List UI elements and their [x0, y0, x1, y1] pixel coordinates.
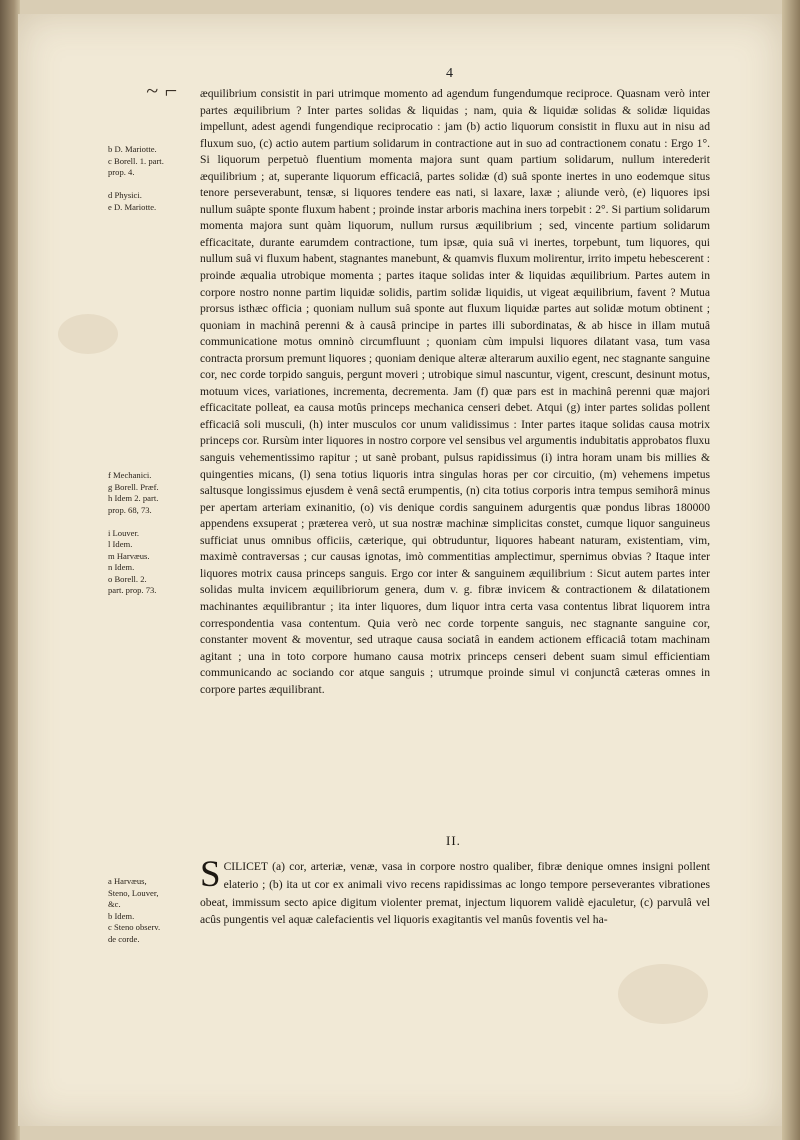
margin-notes-upper: [108, 144, 200, 213]
margin-note: part. prop. 73.: [108, 585, 157, 595]
page-edge: [782, 0, 800, 1140]
book-binding: [0, 0, 20, 1140]
margin-note: m Harvæus.: [108, 550, 150, 561]
margin-note: i Louver.: [108, 527, 140, 538]
main-text: [200, 86, 710, 698]
margin-note: g Borell. Præf.: [108, 481, 159, 492]
section-two: [200, 854, 710, 929]
margin-note: h Idem 2. part.: [108, 493, 159, 503]
margin-note: prop. 4.: [108, 167, 135, 177]
margin-note: [108, 516, 200, 528]
page-number: 4: [446, 66, 453, 81]
main-paragraph: æquilibrium consistit in pari utrimque momento ad agendum fungendumque reciproce. Quasnam verò inter partes æquilibrium ? Inter partes solidas & liquidas ; nam, quia & liquidæ solidas & solidæ liquidas impellunt, adest agendi fungendique reciprocatio : jam (b) actio liquorum consistit in fluxu aut in nisu ad fluxum suo, (c) actio autem partium solidarum in contractione aut in suo ad contractionem conatu : Ergo 1°. Si liquorum perpetuò fluentium momenta majora sunt quam partium solidarum, nullum interederit æquilibrium ; at, superante liquorum efficaciâ, partes solidæ (d) suâ sponte inertes in uno eodemque situs tenore perseverabunt, tensæ, si liquores tendere eas nati, si laxare, laxæ ; aliunde verò, (e) liquores ipsi nullum suâpte sponte fluxum habent ; proinde instar arboris machina iners torpebit : 2°. Si partium solidarum momenta majora sunt quàm liquorum, nullum rursus æquilibrium ; sed, vincente partium solidarum efficacitate, durante earumdem contractione, tum ipsæ, quia suâ vi inertes, torpebunt, tum liquores, qui nullum suâ vi fluxum habent, stagnantes manebunt, & quamvis fluxum molirentur, irrito impetu hebescerent : proinde æqualia utrobique momenta ; partes itaque solidas inter & liquidas æquilibrium. Partes autem in corpore nostro nonne partim liquidæ solidis, partim solidæ liquidis, ut vigeat æquilibrium, favent ? Mutua prorsus isthæc officia ; quoniam nullum suâ sponte aut fluxum liquidæ partes aut solidæ motum obtinent ; quoniam in machinâ perenni & à causâ principe in partes illi subordinatas, & ab hisce in illam mutuâ communicatione motus omninò circumfluunt ; quoniam cùm impulsi liquores dilatant vasa, tum vasa contracta prorsum premunt liquores ; quoniam denique alteræ alterarum auxilio egent, nec stagnante sanguine cor, nec corde torpido sanguis, pergunt moveri ; utrobique simul nascuntur, vigent, crescunt, desinunt motus, motuum vices, variationes, incrementa, decrementa. Jam (f) quæ pars est in machinâ perenni quæ majori efficacitate polleat, ea causa motûs princeps mechanica censeri debet. Atqui (g) inter partes solidas pollent efficaciâ soli musculi, (h) inter musculos cor unum validissimus : Inter partes itaque solidas causa motrix princeps cor. Rursùm inter liquores in nostro corpore vel sensibus vel argumentis indubitatis approbatos fluxu sanguis vehementissimo rapitur ; ut sanè probant, pulsus rapidissimus (i) intra horam unam bis millies & quingenties micans, (l) sena totius liquoris intra singulas horas per cor circuitio, (m) vehemens impetus saltusque longissimus ejusdem è venâ sectâ erumpentis, (n) cita totius corporis intra tempus semihorâ minus per apertam arteriam exinanitio, (o) vis denique cordis sanguinem adurgentis quæ pondus libras 180000 appendens exsuperat ; præterea verò, ut sua nostræ machinæ simplicitas constet, cumque liquor sanguineus sufficiat unus omnibus officiis, cæterique, qui obtruduntur, liquores habeant naturam, existentiam, vim, maximè contraversas ; cur causas ignotas, imò commentitias amplectimur, spernimus obvias ? Itaque inter liquores motrix causa princeps sanguis. Ergo cor inter & sanguinem æquilibrium : Sicut autem partes inter solidas multa invicem æquilibriorum genera, dum v. g. fibræ invicem & contractionem & dilatationem machinantes æquilibrantur ; ita inter liquores, dum liquor intra certa vasa contentus librat liquorem intra correspondentia vasa contentum. Quia verò nec corde torpente sanguis, nec stagnante sanguine cor, constanter movent & moventur, sed utraque causa sociatâ in eandem actionem efficaciâ totam machinam agitant ; una in toto corpore humano causa motrix princeps censeri debent suam simul efficientiam communicando ac sociando cor atque sanguis ; utrumque proinde simul vi conjunctâ cæteras omnes in corpore partes æquilibrant.: [200, 87, 710, 696]
ink-mark: ~ ⌐: [146, 78, 179, 103]
margin-note: &c.: [108, 899, 121, 909]
margin-notes-lower: [108, 876, 200, 945]
margin-notes-middle: [108, 470, 200, 597]
margin-note: o Borell. 2.: [108, 573, 147, 584]
drop-cap: S: [200, 854, 221, 895]
margin-note: Steno, Louver,: [108, 887, 159, 898]
margin-note: b Idem.: [108, 910, 135, 921]
margin-note: de corde.: [108, 933, 140, 944]
margin-note: c Borell. 1. part.: [108, 155, 164, 166]
section-heading: II.: [446, 833, 461, 848]
margin-note: [108, 179, 200, 191]
margin-note: f Mechanici.: [108, 470, 152, 480]
margin-note: a Harvæus,: [108, 876, 147, 886]
margin-note: b D. Mariotte.: [108, 144, 157, 154]
margin-note: e D. Mariotte.: [108, 201, 157, 212]
margin-note: c Steno observ.: [108, 922, 161, 932]
section-two-text: CILICET (a) cor, arteriæ, venæ, vasa in corpore nostro qualiber, fibræ denique omnes insigni pollent elaterio ; (b) ita ut cor ex animali vivo recens rapidissimas ac longo tempore perseverantes vibrationes obeat, immissum secto apice digitum violenter premat, injectum liquorem validè ejaculetur, (c) parvulâ vel acûs pungentis vel aquæ calefacientis vel liquoris exagitantis vel manûs foventis vel ha-: [200, 860, 710, 927]
foxing-stain: [618, 964, 708, 1024]
foxing-stain: [58, 314, 118, 354]
margin-note: prop. 68, 73.: [108, 504, 152, 515]
margin-note: n Idem.: [108, 562, 135, 572]
margin-note: l Idem.: [108, 539, 133, 549]
margin-note: d Physici.: [108, 190, 142, 200]
